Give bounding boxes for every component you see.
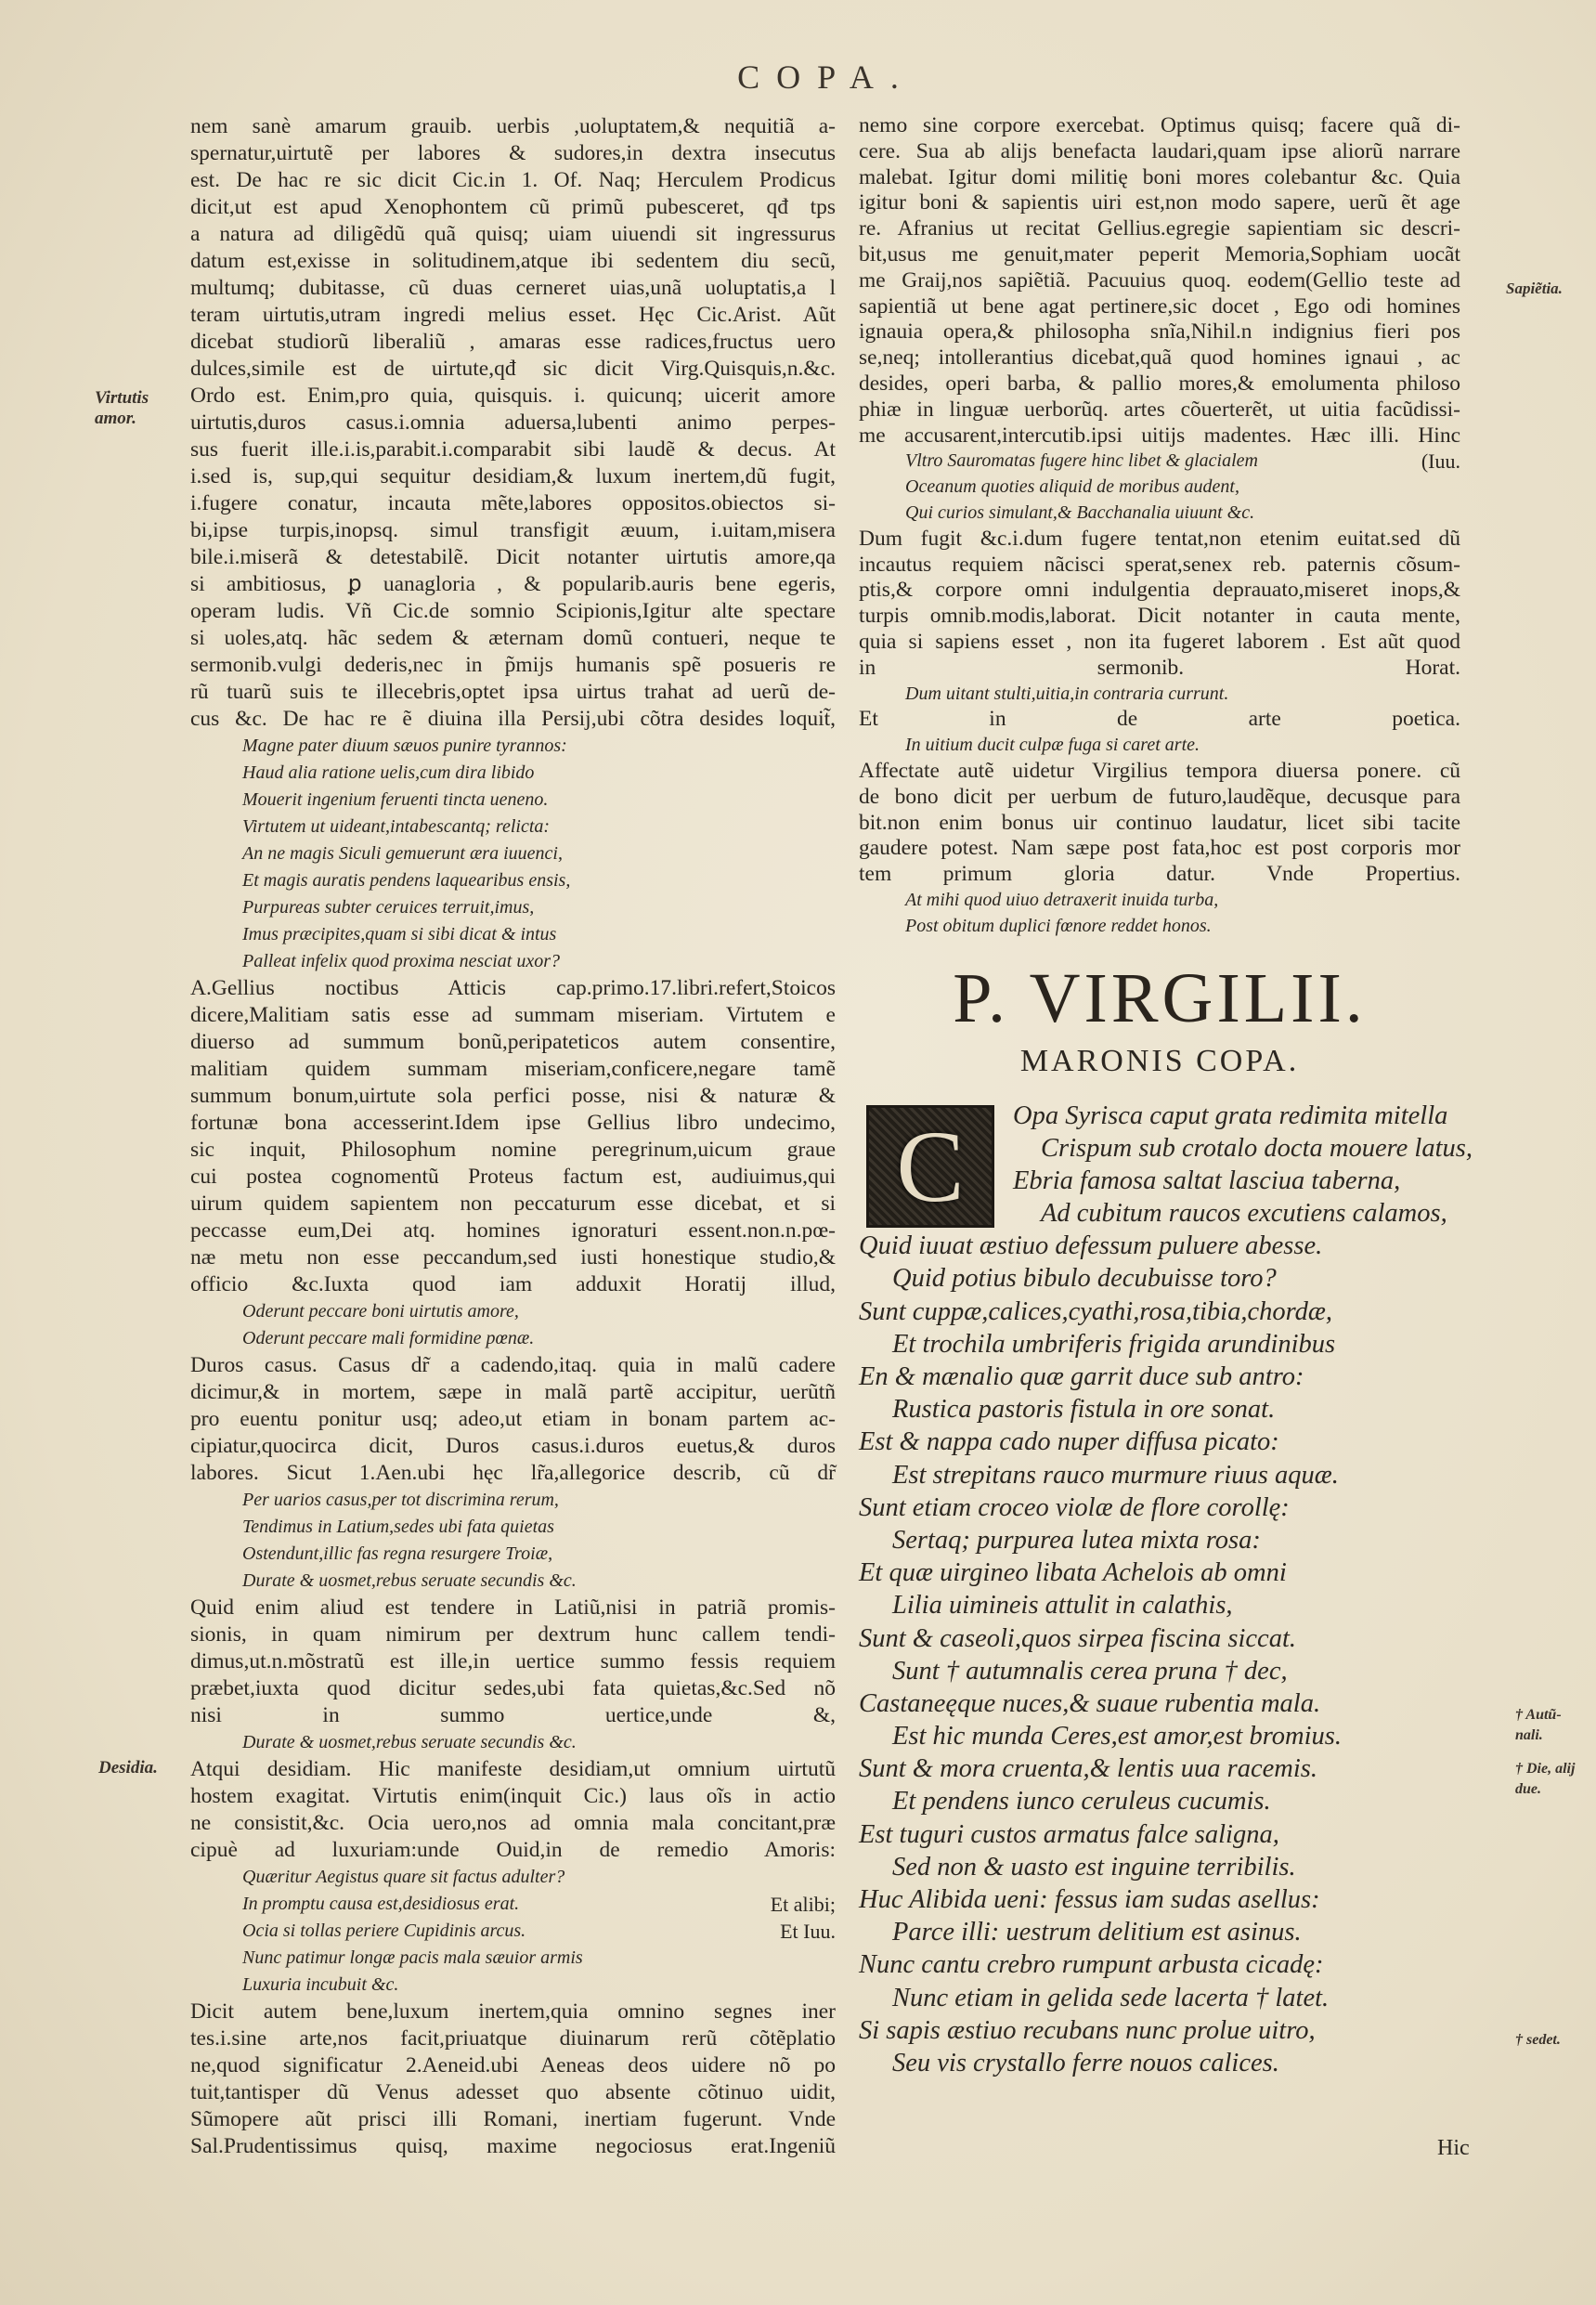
text-line: nemo sine corpore exercebat. Optimus quisq; facere quã di- xyxy=(859,113,1460,137)
text-line: fortunæ bona accesserint.Idem ipse Gellius libro undecimo, xyxy=(190,1111,836,1135)
prose-paragraph xyxy=(859,527,1460,682)
decorated-initial xyxy=(866,1105,994,1228)
poem-line: Est strepitans rauco murmure riuus aquæ. xyxy=(892,1460,1339,1490)
margin-note-sedet: † sedet. xyxy=(1515,2032,1561,2048)
verse-text: Post obitum duplici fœnore reddet honos. xyxy=(905,915,1212,936)
text-line: tes.i.sine arte,nos facit,priuatque diuinarum rerũ cõtẽplatio xyxy=(190,2026,836,2051)
text-line: bi,ipse turpis,inopsq. simul transfigit æuum, i.uitam,misera xyxy=(190,518,836,542)
verse-quotation xyxy=(859,682,1460,708)
verse-text: Purpureas subter ceruices terruit,imus, xyxy=(242,897,535,918)
source-reference: Et alibi; xyxy=(770,1893,836,1916)
verse-text: Ocia si tollas periere Cupidinis arcus. xyxy=(242,1921,526,1941)
text-line: Dum fugit &c.i.dum fugere tentat,non etenim euitat.sed dũ xyxy=(859,526,1460,551)
text-line: præbet,iuxta quod dicitur sedes,ubi fata quietas,&c.Sed nõ xyxy=(190,1676,836,1700)
poem-title-block xyxy=(859,957,1460,1083)
drop-cap-letter: C xyxy=(896,1109,965,1223)
text-line: uirum quidem sapientem non peccaturum esse dicebat, et si xyxy=(190,1192,836,1216)
verse-text: Oceanum quoties aliquid de moribus audent, xyxy=(905,476,1239,498)
prose-paragraph xyxy=(190,1352,836,1487)
verse-text: Qui curios simulant,& Bacchanalia uiuunt &c. xyxy=(905,501,1255,523)
verse-line xyxy=(190,1514,836,1541)
source-reference: (Iuu. xyxy=(1421,449,1460,474)
verse-quotation xyxy=(190,1729,836,1756)
verse-text: Nunc patimur longæ pacis mala sæuior armis xyxy=(242,1947,583,1968)
verse-text: Imus præcipites,quam si sibi dicat & intus xyxy=(242,924,557,944)
poem-subtitle: MARONIS COPA. xyxy=(1019,1043,1300,1078)
poem-line: En & mænalio quæ garrit duce sub antro: xyxy=(859,1362,1304,1391)
text-line: sic inquit, Philosophum nomine peregrinum,uicum graue xyxy=(190,1138,836,1162)
verse-line xyxy=(190,948,836,975)
text-line: ignauia opera,& philosopha snĩa,Nihil.n indignius fieri pos xyxy=(859,319,1460,345)
verse-line xyxy=(859,682,1460,708)
text-line: de bono dicit per uerbum de futuro,laudẽque, decusque para xyxy=(859,784,1460,809)
verse-text: Durate & uosmet,rebus seruate secundis &c. xyxy=(242,1732,577,1752)
text-line: Quid enim aliud est tendere in Latiũ,nisi in patriã promis- xyxy=(190,1595,836,1620)
text-line: phiæ in linguæ uerborũq. artes cõuerterẽt, ut uitia facũdissi- xyxy=(859,397,1460,422)
poem-line: Castaneęque nuces,& suaue rubentia mala. xyxy=(859,1688,1321,1718)
verse-text: Ostendunt,illic fas regna resurgere Troiæ, xyxy=(242,1543,553,1564)
text-line: dulces,simile est de uirtute,qđ sic dicit Virg.Quisquis,n.&c. xyxy=(190,357,836,381)
verse-quotation xyxy=(859,888,1460,940)
verse-text: Luxuria incubuit &c. xyxy=(242,1974,399,1995)
poem-line: Parce illi: uestrum delitium est asinus. xyxy=(892,1918,1302,1947)
verse-text: Dum uitant stulti,uitia,in contraria currunt. xyxy=(905,683,1229,704)
poem-line: Sunt cuppæ,calices,cyathi,rosa,tibia,chordæ, xyxy=(859,1296,1333,1326)
poem-line: Crispum sub crotalo docta mouere latus, xyxy=(1041,1133,1473,1163)
verse-line xyxy=(190,1541,836,1568)
text-line: ne,quod significatur 2.Aeneid.ubi Aeneas deos uidere nõ po xyxy=(190,2053,836,2077)
verse-text: Vltro Sauromatas fugere hinc libet & glacialem xyxy=(905,450,1258,472)
verse-line xyxy=(859,914,1460,940)
verse-line xyxy=(190,1945,836,1972)
verse-quotation xyxy=(859,449,1460,526)
verse-text: At mihi quod uiuo detraxerit inuida turba, xyxy=(905,889,1219,910)
text-line: sus fuerit ille.i.is,parabit.i.comparabit sibi laudẽ & decus. At xyxy=(190,437,836,462)
verse-text: Oderunt peccare mali formidine pœnæ. xyxy=(242,1328,535,1348)
verse-text: Palleat infelix quod proxima nesciat uxor? xyxy=(242,951,560,971)
verse-line xyxy=(190,1298,836,1325)
poem-text xyxy=(859,1100,1473,2080)
text-line: peccasse eum,Dei atq. homines ignoraturi essent.non.n.pœ- xyxy=(190,1218,836,1243)
verse-line xyxy=(190,760,836,787)
text-line: cere. Sua ab alijs benefacta laudari,quam ipse aliorũ narrare xyxy=(859,138,1460,163)
text-line: næ metu non esse peccandum,sed iusti honestique studio,& xyxy=(190,1245,836,1270)
text-line: a natura ad diligẽdũ quã quisq; uiam uiuendi sit ingressurus xyxy=(190,222,836,246)
verse-line xyxy=(190,1918,836,1945)
text-line: ne consistit,&c. Ocia uero,nos ad omnia mala concitant,præ xyxy=(190,1811,836,1835)
verse-line xyxy=(859,501,1460,527)
verse-line xyxy=(190,1729,836,1756)
right-column xyxy=(859,113,1473,2079)
verse-quotation xyxy=(190,1298,836,1352)
margin-note-sapientia: Sapiẽtia. xyxy=(1506,280,1563,297)
text-line: sermonib.vulgi dederis,nec in p̃mijs humanis spẽ posueris re xyxy=(190,653,836,677)
poem-line: Ad cubitum raucos excutiens calamos, xyxy=(1041,1199,1447,1229)
verse-quotation xyxy=(190,1864,836,1999)
text-line: Dicit autem bene,luxum inertem,quia omnino segnes iner xyxy=(190,1999,836,2024)
verse-text: Virtutem ut uideant,intabescantq; relicta: xyxy=(242,816,551,837)
poem-line: Quid iuuat æstiuo defessum puluere abesse. xyxy=(859,1231,1323,1261)
text-line: igitur boni & sapientis uiri est,non modo sapere, uerũ ẽt age xyxy=(859,190,1460,215)
text-line: A.Gellius noctibus Atticis cap.primo.17.libri.refert,Stoicos xyxy=(190,976,836,1000)
text-line: operam ludis. Vñ Cic.de somnio Scipionis,Igitur alte spectare xyxy=(190,599,836,623)
verse-text: An ne magis Siculi gemuerunt æra iuuenci, xyxy=(242,843,563,864)
left-column xyxy=(190,113,836,2160)
poem-line: Nunc etiam in gelida sede lacerta † latet. xyxy=(892,1983,1330,2012)
text-line: si ambitiosus, ꝑ uanagloria , & popularib.auris bene egeris, xyxy=(190,572,836,596)
verse-text: Haud alia ratione uelis,cum dira libido xyxy=(242,762,535,783)
verse-text: Oderunt peccare boni uirtutis amore, xyxy=(242,1301,519,1322)
text-line: Ordo est. Enim,pro quia, quisquis. i. quicunq; uicerit amore xyxy=(190,384,836,408)
verse-text: Quæritur Aegistus quare sit factus adulter? xyxy=(242,1867,565,1887)
poem-line: Sunt & mora cruenta,& lentis uua racemis. xyxy=(859,1754,1317,1784)
poem-line: Nunc cantu crebro rumpunt arbusta cicadę: xyxy=(859,1950,1324,1980)
margin-note-virtutis-amor: Virtutis amor. xyxy=(95,388,149,428)
prose-paragraph xyxy=(859,707,1460,733)
text-line: gaudere potest. Nam sæpe post fata,hoc est post corporis mor xyxy=(859,836,1460,861)
text-line: rũ tuarũ suis te illecebris,optet ipsa uirtus trahat ad uerũ de- xyxy=(190,680,836,704)
verse-quotation xyxy=(859,733,1460,759)
verse-line xyxy=(859,888,1460,914)
verse-line xyxy=(190,921,836,948)
text-line: quia si sapiens esset , non ita fugeret laborem . Est aũt quod xyxy=(859,629,1460,654)
text-line: summum bonum,uirtute sola perfici posse, nisi & naturæ & xyxy=(190,1084,836,1108)
text-line: dicere,Malitiam satis esse ad summam miseriam. Virtutem e xyxy=(190,1003,836,1027)
text-line: bit,usus me genuit,mater peperit Memoria,Sophiam uocãt xyxy=(859,241,1460,267)
poem-line: Rustica pastoris fistula in ore sonat. xyxy=(892,1395,1276,1425)
text-line: desides, operi barba, & pallio mores,& emolumenta philoso xyxy=(859,371,1460,396)
poem-title: P. VIRGILII. xyxy=(953,958,1367,1037)
verse-line xyxy=(190,733,836,760)
text-line: nisi in summo uertice,unde &, xyxy=(190,1703,836,1727)
text-line: se,neq; intollerantius dicebat,quã quod homines ignaui , ac xyxy=(859,345,1460,371)
verse-line xyxy=(190,894,836,921)
text-line: si uoles,atq. hãc sedem & æternam domũ contueri, neque te xyxy=(190,626,836,650)
verse-line xyxy=(190,1568,836,1595)
text-line: tuit,tantisper dũ Venus adesset quo absente cõtinuo uidit, xyxy=(190,2080,836,2104)
poem-line: Sed non & uasto est inguine terribilis. xyxy=(892,1852,1296,1882)
poem-line: Et trochila umbriferis frigida arundinibus xyxy=(892,1329,1336,1359)
verse-text: Durate & uosmet,rebus seruate secundis &c. xyxy=(242,1570,577,1591)
text-line: Affectate autẽ uidetur Virgilius tempora diuersa ponere. cũ xyxy=(859,758,1460,783)
verse-quotation xyxy=(190,1487,836,1595)
poem-line: Opa Syrisca caput grata redimita mitella xyxy=(1013,1100,1448,1130)
poem-line: Quid potius bibulo decubuisse toro? xyxy=(892,1264,1277,1294)
verse-line xyxy=(859,733,1460,759)
right-commentary xyxy=(859,113,1460,940)
text-line: sionis, in quam nimirum per dextrum hunc callem tendi- xyxy=(190,1622,836,1647)
verse-line xyxy=(190,814,836,840)
verse-line xyxy=(190,1864,836,1891)
verse-line xyxy=(190,1325,836,1352)
text-line: in sermonib. Horat. xyxy=(859,655,1460,680)
text-line: cipuè ad luxuriam:unde Ouid,in de remedio Amoris: xyxy=(190,1838,836,1862)
text-line: sapientiã ut bene agat pertinere,sic docet , Ego odi homines xyxy=(859,293,1460,319)
text-line: bile.i.miserã & detestabilẽ. Dicit notanter uirtutis amore,qa xyxy=(190,545,836,569)
poem-line: Ebria famosa saltat lasciua taberna, xyxy=(1013,1166,1401,1195)
verse-line xyxy=(190,1972,836,1999)
verse-text: In uitium ducit culpæ fuga si caret arte. xyxy=(905,735,1200,756)
text-line: turpis omnib.modis,laborat. Dicit notanter in cauta mente, xyxy=(859,604,1460,629)
text-line: Sũmopere aũt prisci illi Romani, inertiam fugerunt. Vnde xyxy=(190,2107,836,2131)
prose-paragraph xyxy=(190,1999,836,2160)
verse-line xyxy=(859,475,1460,501)
verse-text: Magne pater diuum sæuos punire tyrannos: xyxy=(242,736,567,756)
source-reference: Et Iuu. xyxy=(780,1920,836,1943)
text-line: teram uirtutis,utram ingredi melius esset. Hęc Cic.Arist. Aũt xyxy=(190,303,836,327)
poem-line: Sunt etiam croceo violæ de flore corollę: xyxy=(859,1492,1290,1522)
text-line: tem primum gloria datur. Vnde Propertius. xyxy=(859,862,1460,887)
text-line: Atqui desidiam. Hic manifeste desidiam,ut omnium uirtutũ xyxy=(190,1757,836,1781)
text-line: nem sanè amarum grauib. uerbis ,uoluptatem,& nequitiã a- xyxy=(190,114,836,138)
text-line: i.fugere conatur, incauta mẽte,labores oppositos.obiectos si- xyxy=(190,491,836,515)
poem-line: Et quæ uirgineo libata Achelois ab omni xyxy=(859,1558,1287,1588)
text-line: Duros casus. Casus dr̃ a cadendo,itaq. quia in malũ cadere xyxy=(190,1353,836,1377)
text-line: bit.non enim bonus uir continuo laudatur, licet sibi tacite xyxy=(859,810,1460,835)
prose-paragraph xyxy=(859,759,1460,888)
running-head: COPA. xyxy=(737,59,915,96)
poem-line: Sunt † autumnalis cerea pruna † dec, xyxy=(892,1656,1288,1686)
text-line: re. Afranius ut recitat Gellius.egregie sapientiam sic descri- xyxy=(859,216,1460,241)
text-line: labores. Sicut 1.Aen.ubi hęc lr̃a,allegorice describ, cũ dr̃ xyxy=(190,1461,836,1485)
text-line: hostem exagitat. Virtutis enim(inquit Cic.) laus oĩs in actio xyxy=(190,1784,836,1808)
prose-paragraph xyxy=(190,113,836,733)
text-line: incautus requiem nãcisci sperat,senex reb. paternis cõsum- xyxy=(859,552,1460,577)
text-line: malebat. Igitur domi militię boni mores colebantur &c. Quia xyxy=(859,164,1460,189)
verse-line xyxy=(859,449,1460,475)
text-line: est. De hac re sic dicit Cic.in 1. Of. Naq; Herculem Prodicus xyxy=(190,168,836,192)
verse-text: Et magis auratis pendens laquearibus ensis, xyxy=(242,870,571,891)
text-line: diuerso ad summum bonũ,peripateticos autem consentire, xyxy=(190,1030,836,1054)
text-line: i.sed is, sup,qui sequitur desidiam,& luxum inertem,dũ fugit, xyxy=(190,464,836,488)
verse-line xyxy=(190,1487,836,1514)
text-line: cipiatur,quocirca dicit, Duros casus.i.duros euetus,& duros xyxy=(190,1434,836,1458)
text-line: me Graij,nos sapiẽtiã. Pacuuius quoq. eodem(Gellio teste ad xyxy=(859,267,1460,293)
prose-paragraph xyxy=(190,1756,836,1864)
verse-line xyxy=(190,787,836,814)
verse-text: Mouerit ingenium feruenti tincta ueneno. xyxy=(242,789,549,810)
poem-line: Est & nappa cado nuper diffusa picato: xyxy=(859,1427,1279,1457)
text-line: officio &c.Iuxta quod iam adduxit Horatij illud, xyxy=(190,1272,836,1296)
poem-line: Est hic munda Ceres,est amor,est bromius. xyxy=(892,1722,1342,1752)
verse-line xyxy=(190,1891,836,1918)
verse-quotation xyxy=(190,733,836,975)
poem-line: Sertaq; purpurea lutea mixta rosa: xyxy=(892,1525,1261,1555)
text-line: datum est,exisse in solitudinem,atque ibi sedentem diu secũ, xyxy=(190,249,836,273)
poem-line: Est tuguri custos armatus falce saligna, xyxy=(859,1819,1279,1849)
text-line: cus &c. De hac re ẽ diuina illa Persij,ubi cõtra desides loquit̃, xyxy=(190,707,836,731)
poem-line: Si sapis æstiuo recubans nunc prolue uitro, xyxy=(859,2015,1316,2045)
text-line: uirtutis,duros casus.i.omnia aduersa,lubenti animo perpes- xyxy=(190,410,836,435)
poem-line: Seu vis crystallo ferre nouos calices. xyxy=(892,2048,1279,2077)
verse-text: In promptu causa est,desidiosus erat. xyxy=(242,1894,520,1914)
text-line: dicebat studiorũ liberaliũ , amaras esse radices,fructus uero xyxy=(190,330,836,354)
margin-note-die-alij: † Die, alij due. xyxy=(1515,1761,1576,1797)
prose-paragraph xyxy=(190,975,836,1298)
text-line: me accusarent,intercutib.ipsi uitijs madentes. Hæc illi. Hinc xyxy=(859,423,1460,448)
text-line: spernatur,uirtutẽ per labores & sudores,in dextra insecutus xyxy=(190,141,836,165)
verse-line xyxy=(190,840,836,867)
verse-line xyxy=(190,867,836,894)
poem-line: Lilia uimineis attulit in calathis, xyxy=(892,1591,1233,1621)
text-line: multumq; dubitasse, cũ duas cerneret uias,unã uoluptatis,a l xyxy=(190,276,836,300)
text-line: cui postea cognomentũ Proteus factum est, audiuimus,qui xyxy=(190,1165,836,1189)
text-line: Et in de arte poetica. xyxy=(859,707,1460,732)
verse-text: Per uarios casus,per tot discrimina rerum, xyxy=(242,1490,559,1510)
text-line: dimus,ut.n.mõstratũ est ille,in uertice summo fessis requiem xyxy=(190,1649,836,1673)
margin-note-desidia: Desidia. xyxy=(98,1758,158,1778)
text-line: ptis,& corpore omni indulgentia deprauato,miseret inops,& xyxy=(859,578,1460,603)
prose-paragraph xyxy=(190,1595,836,1729)
text-line: dicit,ut est apud Xenophontem cũ primũ pubesceret, qđ tps xyxy=(190,195,836,219)
prose-paragraph xyxy=(859,113,1460,449)
text-line: malitiam quidem summam miseriam,conficere,negare tamẽ xyxy=(190,1057,836,1081)
poem-line: Huc Alibida ueni: fessus iam sudas asellus: xyxy=(859,1885,1320,1914)
text-line: pro euentu ponitur usq; adeo,ut etiam in bonam partem ac- xyxy=(190,1407,836,1431)
text-line: dicimur,& in mortem, sæpe in malã partẽ accipitur, uerũtñ xyxy=(190,1380,836,1404)
poem-line: Et pendens iunco ceruleus cucumis. xyxy=(892,1787,1271,1817)
text-line: Sal.Prudentissimus quisq, maxime negociosus erat.Ingeniũ xyxy=(190,2134,836,2158)
poem-line: Sunt & caseoli,quos sirpea fiscina siccat. xyxy=(859,1623,1297,1653)
catchword: Hic xyxy=(1437,2136,1470,2160)
verse-text: Tendimus in Latium,sedes ubi fata quietas xyxy=(242,1517,554,1537)
margin-note-autumnali: † Autũ-nali. xyxy=(1515,1707,1562,1743)
